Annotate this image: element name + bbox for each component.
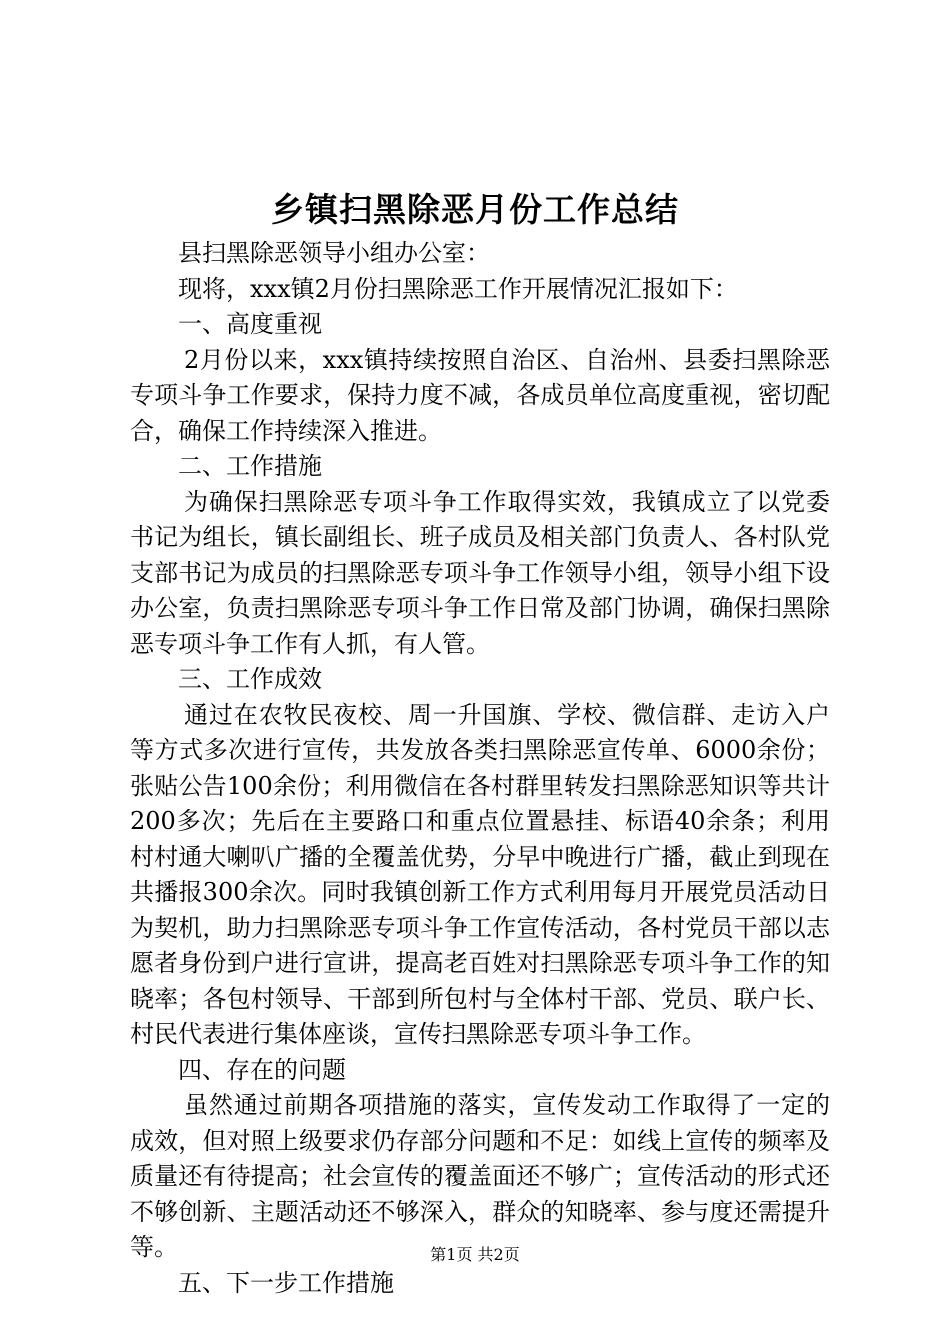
section-body-2: 为确保扫黑除恶专项斗争工作取得实效，我镇成立了以党委书记为组长，镇长副组长、班子成员及相关部门负责人、各村队党支部书记为成员的扫黑除恶专项斗争工作领导小组，领导小组下设办公室，负责扫黑除恶专项斗争工作日常及部门协调，确保扫黑除恶专项斗争工作有人抓，有人管。 [130, 487, 830, 658]
salutation: 县扫黑除恶领导小组办公室： [178, 239, 490, 267]
document-title: 乡镇扫黑除恶月份工作总结 [271, 190, 679, 229]
section-body-1: 2月份以来，xxx镇持续按照自治区、自治州、县委扫黑除恶专项斗争工作要求，保持力度不减，各成员单位高度重视，密切配合，确保工作持续深入推进。 [130, 345, 830, 445]
section-heading-5: 五、下一步工作措施 [178, 1268, 394, 1297]
section-heading-4: 四、存在的问题 [178, 1055, 346, 1084]
section-heading-3: 三、工作成效 [178, 665, 322, 693]
section-body-4: 虽然通过前期各项措施的落实，宣传发动工作取得了一定的成效，但对照上级要求仍存部分问题和不足：如线上宣传的频率及质量还有待提高；社会宣传的覆盖面还不够广；宣传活动的形式还不够创新、主题活动还不够深入，群众的知晓率、参与度还需提升等。 [130, 1091, 830, 1261]
document-body [130, 236, 830, 1301]
section-heading-2: 二、工作措施 [178, 452, 322, 480]
page-footer: 第1页 共2页 [430, 1245, 520, 1264]
intro-paragraph: 现将，xxx镇2月份扫黑除恶工作开展情况汇报如下： [178, 274, 738, 303]
section-heading-1: 一、高度重视 [178, 310, 322, 338]
section-body-3: 通过在农牧民夜校、周一升国旗、学校、微信群、走访入户等方式多次进行宣传，共发放各类扫黑除恶宣传单、6000余份；张贴公告100余份；利用微信在各村群里转发扫黑除恶知识等共计200多次；先后在主要路口和重点位置悬挂、标语40余条；利用村村通大喇叭广播的全覆盖优势，分早中晚进行广播，截止到现在共播报300余次。同时我镇创新工作方式利用每月开展党员活动日为契机，助力扫黑除恶专项斗争工作宣传活动，各村党员干部以志愿者身份到户进行宣讲，提高老百姓对扫黑除恶专项斗争工作的知晓率；各包村领导、干部到所包村与全体村干部、党员、联户长、村民代表进行集体座谈，宣传扫黑除恶专项斗争工作。 [130, 700, 830, 1048]
